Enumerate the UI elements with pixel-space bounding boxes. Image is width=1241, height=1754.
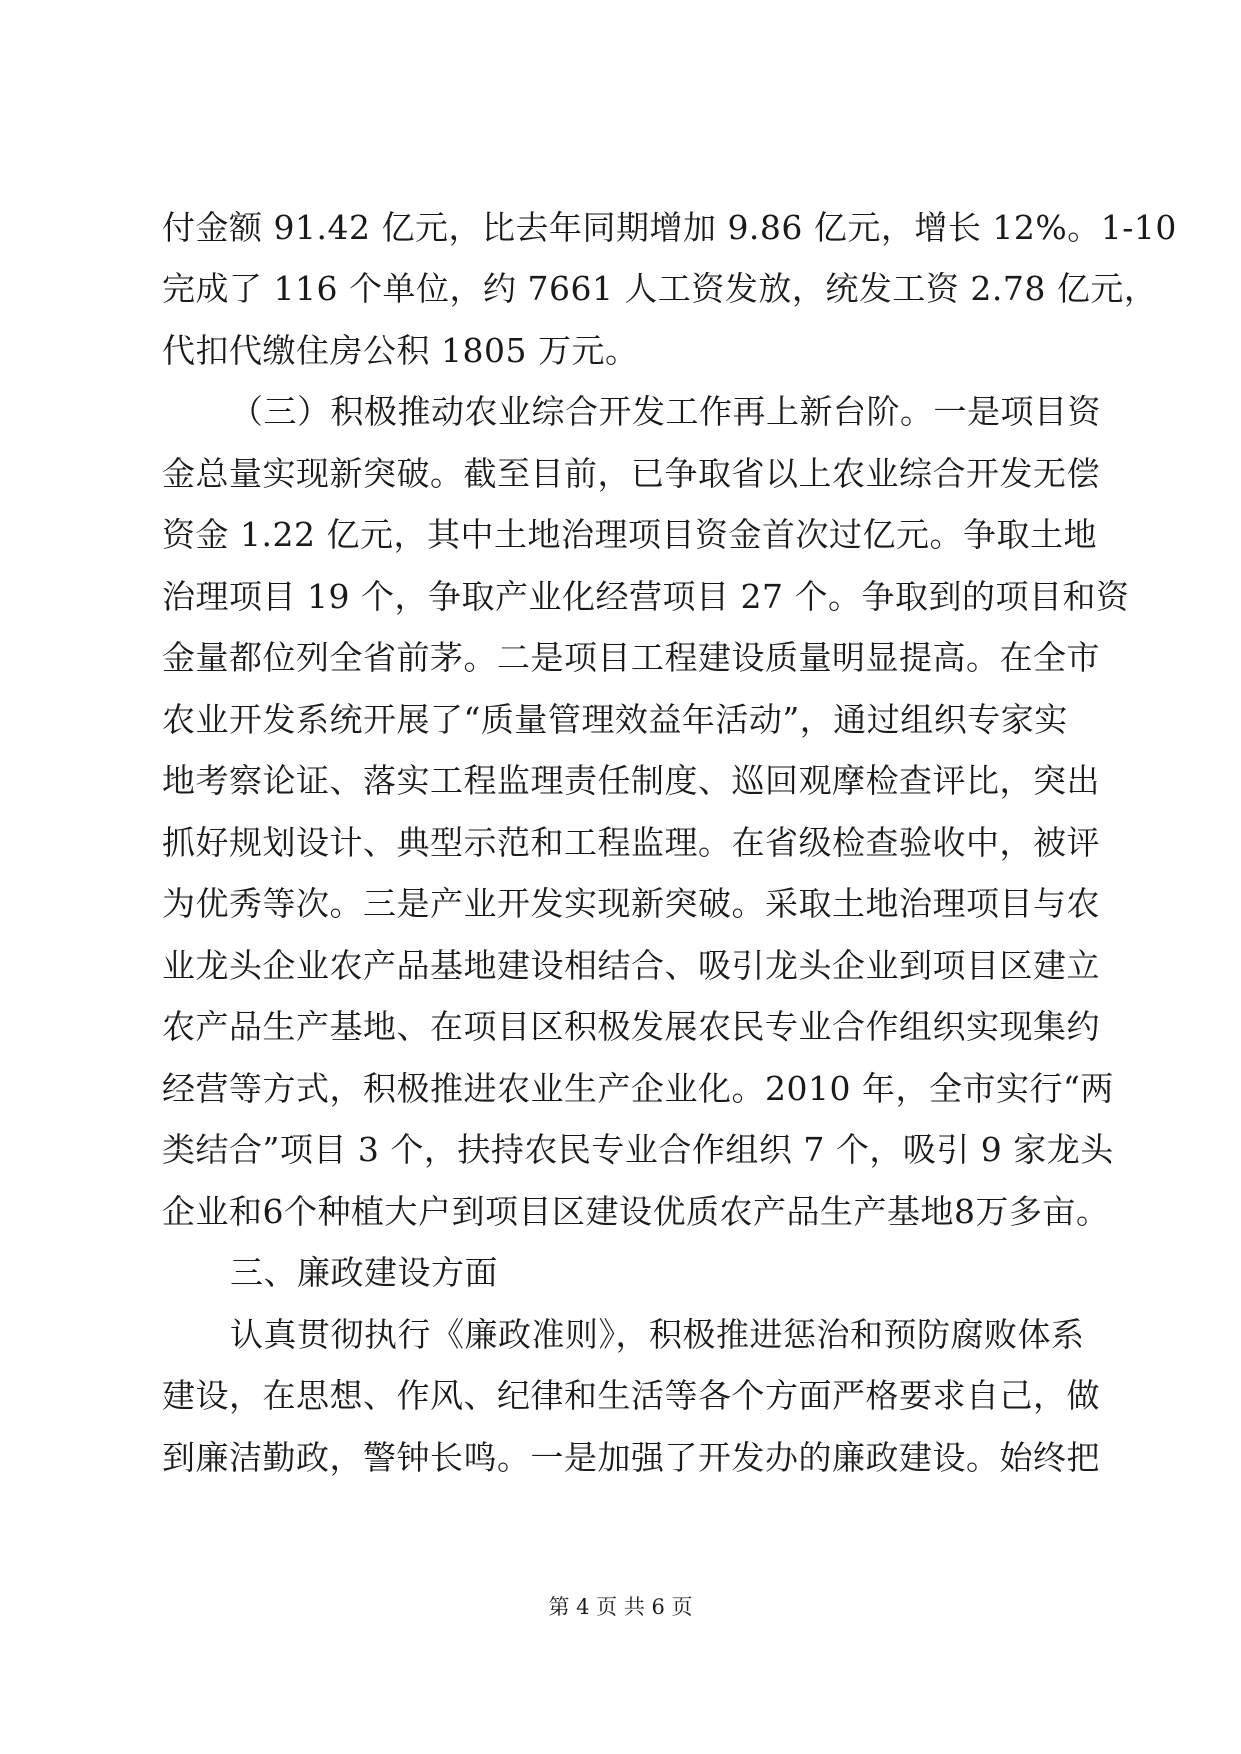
text-line: 抓好规划设计、典型示范和工程监理。在省级检查验收中，被评	[162, 823, 1100, 862]
text-line: 建设，在思想、作风、纪律和生活等各个方面严格要求自己，做	[162, 1376, 1100, 1415]
text-line: 企业和6个种植大户到项目区建设优质农产品生产基地8万多亩。	[162, 1192, 1110, 1231]
text-line: 代扣代缴住房公积 1805 万元。	[162, 331, 639, 370]
text-line: 资金 1.22 亿元，其中土地治理项目资金首次过亿元。争取土地	[162, 515, 1097, 554]
text-line: 完成了 116 个单位，约 7661 人工资发放，统发工资 2.78 亿元，	[162, 269, 1158, 308]
section-heading: 三、廉政建设方面	[230, 1253, 498, 1292]
text-line: 地考察论证、落实工程监理责任制度、巡回观摩检查评比，突出	[162, 761, 1100, 800]
text-line: 为优秀等次。三是产业开发实现新突破。采取土地治理项目与农	[162, 884, 1100, 923]
text-line: 类结合”项目 3 个，扶持农民专业合作组织 7 个，吸引 9 家龙头	[162, 1130, 1114, 1169]
text-line: 付金额 91.42 亿元，比去年同期增加 9.86 亿元，增长 12%。1-10	[162, 208, 1177, 247]
page-number-footer: 第 4 页 共 6 页	[548, 1595, 693, 1619]
text-line: 农产品生产基地、在项目区积极发展农民专业合作组织实现集约	[162, 1007, 1100, 1046]
text-line: 认真贯彻执行《廉政准则》，积极推进惩治和预防腐败体系	[230, 1315, 1085, 1354]
text-line: 金量都位列全省前茅。二是项目工程建设质量明显提高。在全市	[162, 638, 1100, 677]
text-line: 金总量实现新突破。截至目前，已争取省以上农业综合开发无偿	[162, 454, 1100, 493]
text-line: 到廉洁勤政，警钟长鸣。一是加强了开发办的廉政建设。始终把	[162, 1438, 1100, 1477]
text-line: 农业开发系统开展了“质量管理效益年活动”，通过组织专家实	[162, 700, 1068, 739]
section-heading-line: （三）积极推动农业综合开发工作再上新台阶。一是项目资	[230, 392, 1101, 431]
text-line: 业龙头企业农产品基地建设相结合、吸引龙头企业到项目区建立	[162, 946, 1100, 985]
text-line: 治理项目 19 个，争取产业化经营项目 27 个。争取到的项目和资	[162, 577, 1130, 616]
text-line: 经营等方式，积极推进农业生产企业化。2010 年，全市实行“两	[162, 1069, 1114, 1108]
